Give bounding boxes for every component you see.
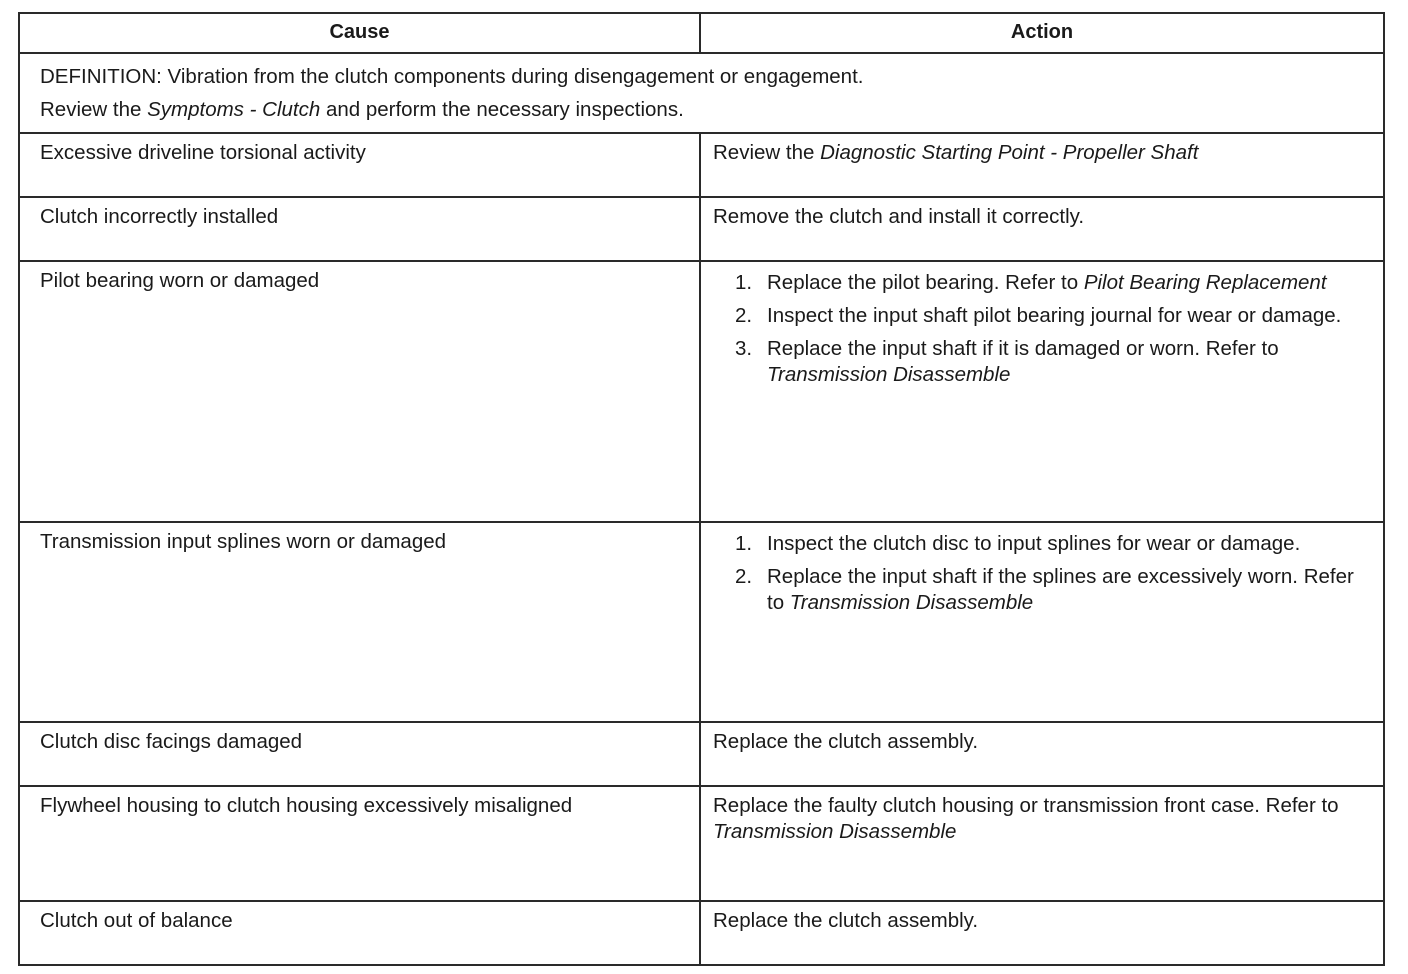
step-number: 1. bbox=[735, 271, 753, 294]
action-cell: Replace the clutch assembly. bbox=[700, 722, 1384, 786]
propeller-shaft-reference: Diagnostic Starting Point - Propeller Shaft bbox=[820, 141, 1199, 164]
action-text: Review the bbox=[713, 141, 821, 164]
table-row bbox=[19, 901, 1384, 965]
transmission-disassemble-reference: Transmission Disassemble bbox=[713, 820, 957, 843]
header-row bbox=[19, 13, 1384, 53]
cause-cell: Clutch out of balance bbox=[19, 901, 700, 965]
cause-cell: Pilot bearing worn or damaged bbox=[19, 261, 700, 522]
table-row bbox=[19, 133, 1384, 197]
cause-cell: Clutch incorrectly installed bbox=[19, 197, 700, 261]
action-step bbox=[735, 303, 1373, 329]
step-text: Replace the input shaft if it is damaged or worn. Refer to bbox=[767, 337, 1279, 360]
step-number: 2. bbox=[735, 304, 753, 327]
review-suffix: and perform the necessary inspections. bbox=[320, 98, 684, 121]
table-row bbox=[19, 197, 1384, 261]
action-cell: Replace the clutch assembly. bbox=[700, 901, 1384, 965]
step-text: Inspect the clutch disc to input splines for wear or damage. bbox=[767, 532, 1301, 555]
table-row bbox=[19, 722, 1384, 786]
definition-text: DEFINITION: Vibration from the clutch components during disengagement or engagement. bbox=[40, 65, 864, 88]
step-number: 3. bbox=[735, 337, 753, 360]
symptoms-clutch-reference: Symptoms - Clutch bbox=[147, 98, 321, 121]
step-text: Inspect the input shaft pilot bearing journal for wear or damage. bbox=[767, 304, 1342, 327]
action-step bbox=[735, 270, 1373, 296]
action-cell bbox=[700, 133, 1384, 197]
transmission-disassemble-reference: Transmission Disassemble bbox=[789, 591, 1034, 614]
step-number: 2. bbox=[735, 565, 753, 588]
action-step bbox=[735, 564, 1373, 616]
action-cell bbox=[700, 786, 1384, 901]
pilot-bearing-replacement-reference: Pilot Bearing Replacement bbox=[1083, 271, 1327, 294]
cause-cell: Transmission input splines worn or damaged bbox=[19, 522, 700, 722]
step-text: Replace the pilot bearing. Refer to bbox=[767, 271, 1084, 294]
cause-column-header: Cause bbox=[19, 13, 700, 53]
action-cell: Remove the clutch and install it correctly. bbox=[700, 197, 1384, 261]
action-steps bbox=[713, 270, 1373, 388]
review-symptoms-text bbox=[40, 93, 1365, 126]
definition-row bbox=[19, 53, 1384, 133]
action-cell bbox=[700, 261, 1384, 522]
table-row bbox=[19, 786, 1384, 901]
action-step bbox=[735, 531, 1373, 557]
cause-cell: Flywheel housing to clutch housing excessively misaligned bbox=[19, 786, 700, 901]
transmission-disassemble-reference: Transmission Disassemble bbox=[767, 363, 1011, 386]
table-row bbox=[19, 261, 1384, 522]
table-row bbox=[19, 522, 1384, 722]
action-cell bbox=[700, 522, 1384, 722]
action-column-header: Action bbox=[700, 13, 1384, 53]
action-steps bbox=[713, 531, 1373, 616]
step-text: Replace the input shaft if the splines are excessively worn. Refer to bbox=[767, 565, 1354, 614]
review-prefix: Review the bbox=[40, 98, 148, 121]
diagnostic-table bbox=[18, 12, 1385, 966]
diagnostic-page bbox=[18, 12, 1383, 966]
definition-cell bbox=[19, 53, 1384, 133]
action-step bbox=[735, 336, 1373, 388]
action-text: Replace the faulty clutch housing or transmission front case. Refer to bbox=[713, 794, 1339, 817]
cause-cell: Clutch disc facings damaged bbox=[19, 722, 700, 786]
step-number: 1. bbox=[735, 532, 753, 555]
cause-cell: Excessive driveline torsional activity bbox=[19, 133, 700, 197]
